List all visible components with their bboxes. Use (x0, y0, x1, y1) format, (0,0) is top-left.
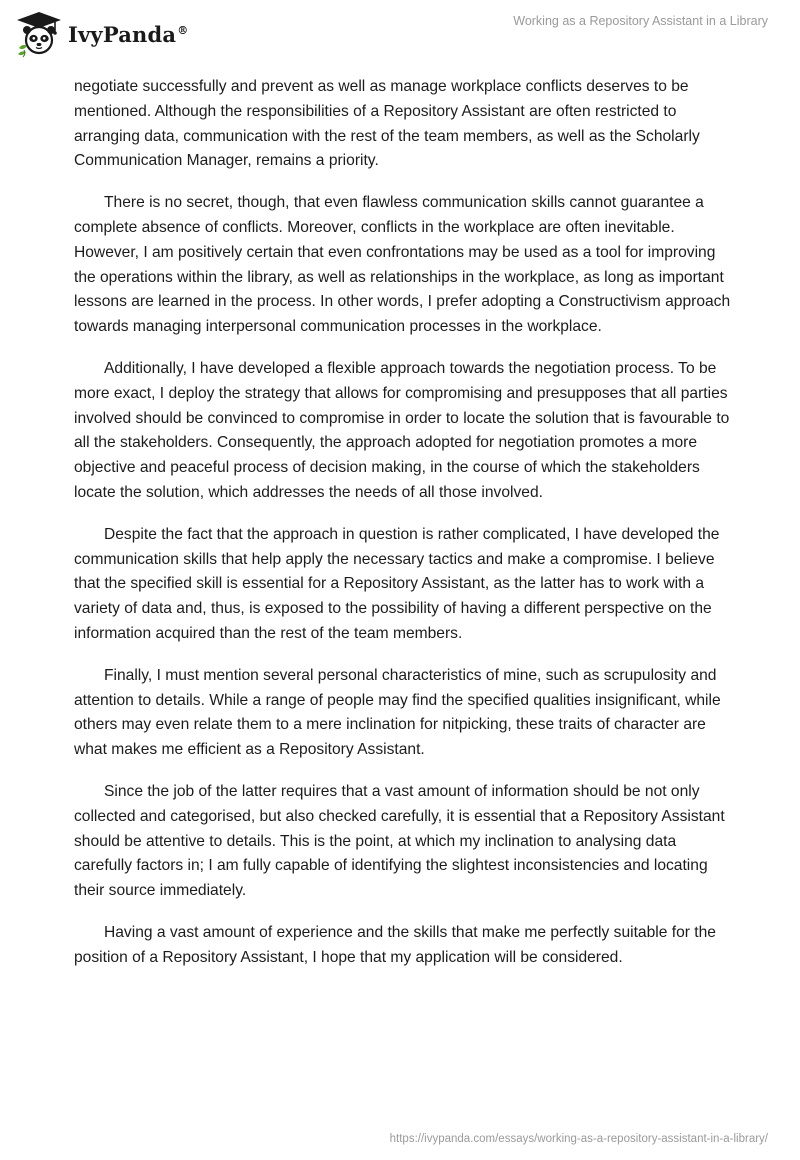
paragraph-continuation: negotiate successfully and prevent as well as manage workplace conflicts deserves to be mentioned. Although the responsibilities of a Repository Assistant are often restricted to arranging data, communication with the rest of the team members, as well as the Scholarly Communication Manager, remains a priority. (74, 78, 700, 170)
panda-graduate-icon (14, 10, 64, 58)
page-header (0, 0, 800, 70)
paragraph: Additionally, I have developed a flexible approach towards the negotiation process. To be more exact, I deploy the strategy that allows for compromising and presupposes that all parties involved should be convinced to compromise in order to locate the solution that is favourable to all the stakeholders. Consequently, the approach adopted for negotiation promotes a more objective and peaceful process of decision making, in the course of which the stakeholders locate the solution, which addresses the needs of all those involved. (74, 359, 730, 501)
brand-name: IvyPanda® (68, 21, 189, 47)
paragraph: Finally, I must mention several personal characteristics of mine, such as scrupulosity and attention to details. While a range of people may find the specified qualities insignificant, while others may even relate them to a mere inclination for nitpicking, these traits of character are what makes me efficient as a Repository Assistant. (74, 666, 721, 759)
registered-mark: ® (177, 23, 189, 37)
paragraph: There is no secret, though, that even flawless communication skills cannot guarantee a complete absence of conflicts. Moreover, conflicts in the workplace are often inevitable. However, I am positively certain that even confrontations may be used as a tool for improving the operations within the library, as well as relationships in the workplace, as long as important lessons are learned in the process. In other words, I prefer adopting a Constructivism approach towards managing interpersonal communication processes in the workplace. (74, 194, 731, 336)
ivypanda-logo[interactable] (14, 10, 188, 58)
paragraph: Having a vast amount of experience and the skills that make me perfectly suitable for the position of a Repository Assistant, I hope that my application will be considered. (74, 923, 716, 966)
paragraph: Despite the fact that the approach in question is rather complicated, I have developed the communication skills that help apply the necessary tactics and make a compromise. I believe that the specified skill is essential for a Repository Assistant, as the latter has to work with a variety of data and, thus, is exposed to the possibility of having a different perspective on the information acquired than the rest of the team members. (74, 525, 720, 642)
source-url[interactable]: https://ivypanda.com/essays/working-as-a-repository-assistant-in-a-library/ (389, 1133, 768, 1145)
paragraph: Since the job of the latter requires that a vast amount of information should be not only collected and categorised, but also checked carefully, it is essential that a Repository Assistant should be attentive to details. This is the point, at which my inclination to analysing data carefully factors in; I am fully capable of identifying the slightest inconsistencies and locating their source immediately. (74, 782, 725, 900)
document-title: Working as a Repository Assistant in a Library (513, 14, 768, 28)
essay-body (74, 75, 734, 988)
